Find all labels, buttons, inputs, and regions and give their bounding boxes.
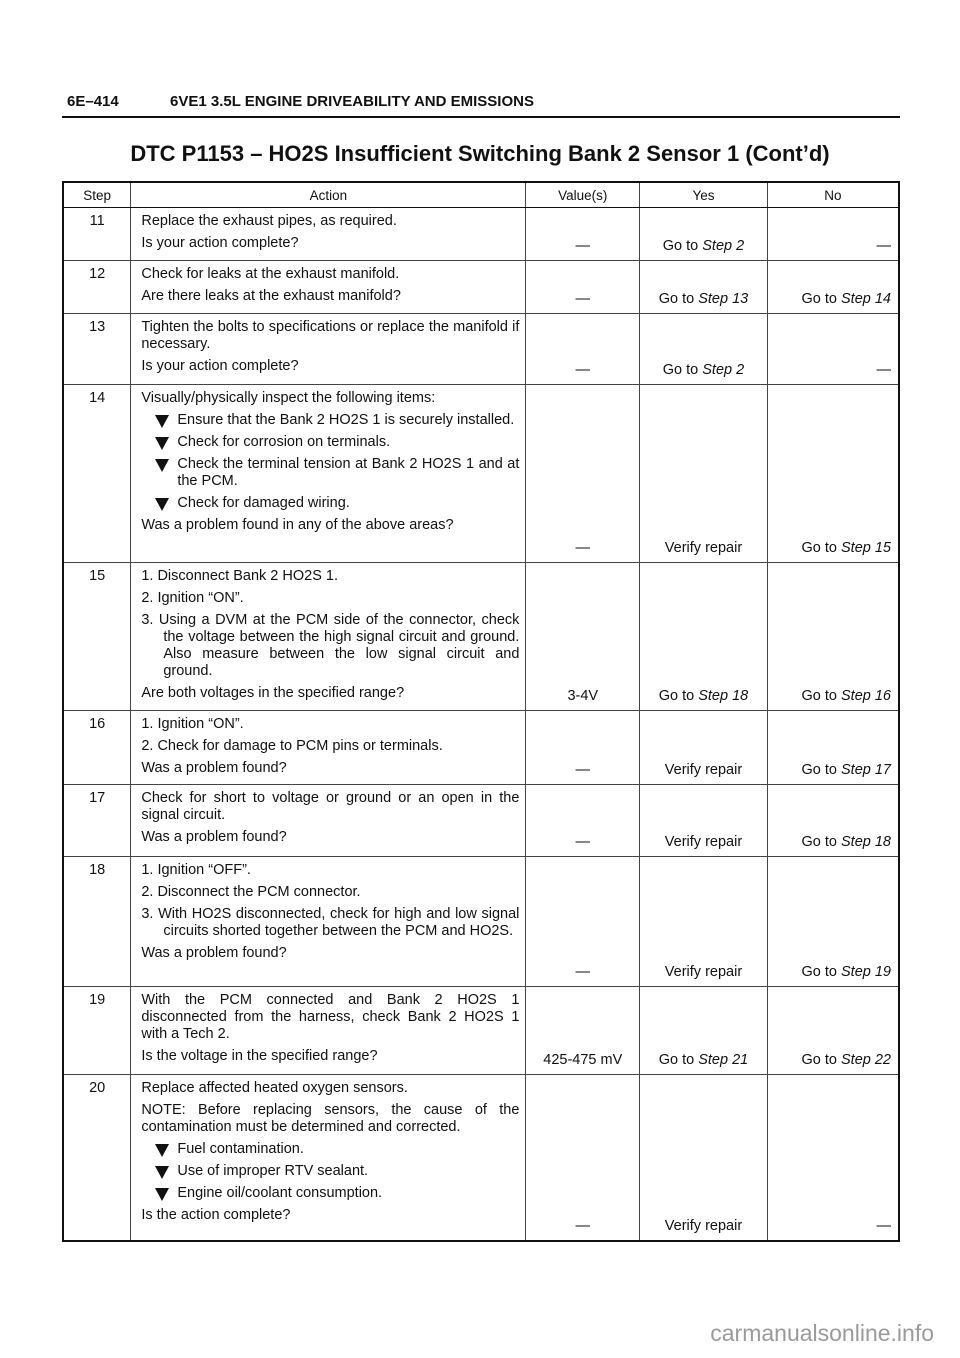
numbered-item: 3. With HO2S disconnected, check for high and low signal circuits shorted together between the PCM and HO2S. (141, 906, 520, 939)
value-cell: — (526, 385, 640, 563)
yes-cell (640, 711, 768, 785)
table-row (63, 785, 899, 857)
diagnostic-table (62, 181, 900, 1242)
bullet-item (141, 412, 519, 429)
yes-cell (640, 1075, 768, 1241)
numbered-item: 2. Ignition “ON”. (141, 590, 244, 606)
action-cell (131, 1075, 526, 1241)
watermark: carmanualsonline.info (710, 1320, 934, 1346)
bullet-text: Ensure that the Bank 2 HO2S 1 is securely installed. (177, 412, 515, 428)
no-text: — (876, 1217, 891, 1234)
bullet-triangle-icon (155, 1166, 169, 1179)
bullet-text: Check for corrosion on terminals. (177, 434, 391, 450)
bullet-text: Check the terminal tension at Bank 2 HO2S 1 and at the PCM. (177, 456, 520, 489)
step-number: 13 (63, 314, 131, 385)
no-cell (767, 857, 899, 987)
action-question: Was a problem found? (141, 760, 287, 776)
bullet-item (141, 434, 519, 451)
step-number: 17 (63, 785, 131, 857)
yes-step-ref: Step 21 (698, 1052, 749, 1068)
step-number: 14 (63, 385, 131, 563)
yes-text: Go to (658, 1052, 699, 1068)
bullet-item (141, 456, 519, 490)
value-cell: — (526, 711, 640, 785)
bullet-text: Check for damaged wiring. (177, 495, 350, 511)
step-number: 18 (63, 857, 131, 987)
no-cell (767, 987, 899, 1075)
action-cell (131, 857, 526, 987)
yes-text: Go to (662, 362, 703, 378)
yes-text: Go to (662, 238, 703, 254)
table-row (63, 385, 899, 563)
action-text: With the PCM connected and Bank 2 HO2S 1 disconnected from the harness, check Bank 2 HO2S 1 with a Tech 2. (141, 992, 520, 1042)
value-cell: — (526, 208, 640, 261)
action-text: Replace the exhaust pipes, as required. (141, 213, 397, 229)
column-header-no: No (767, 182, 899, 208)
step-number: 20 (63, 1075, 131, 1241)
no-step-ref: Step 18 (841, 834, 891, 850)
column-header-yes: Yes (640, 182, 768, 208)
yes-cell (640, 314, 768, 385)
no-step-ref: Step 16 (841, 688, 891, 704)
table-row (63, 314, 899, 385)
value-cell: 425-475 mV (526, 987, 640, 1075)
value-cell: 3-4V (526, 563, 640, 711)
no-step-ref: Step 15 (841, 540, 891, 556)
action-question: Was a problem found in any of the above areas? (141, 517, 454, 533)
action-cell (131, 785, 526, 857)
value-cell: — (526, 857, 640, 987)
numbered-item: 2. Disconnect the PCM connector. (141, 884, 361, 900)
step-number: 15 (63, 563, 131, 711)
action-text: Tighten the bolts to specifications or replace the manifold if necessary. (141, 319, 520, 352)
action-cell (131, 261, 526, 314)
table-row (63, 857, 899, 987)
no-text: Go to (801, 1052, 841, 1068)
table-row (63, 261, 899, 314)
action-question: Are both voltages in the specified range? (141, 685, 405, 701)
yes-cell (640, 385, 768, 563)
yes-cell (640, 261, 768, 314)
action-text: Check for short to voltage or ground or an open in the signal circuit. (141, 790, 520, 823)
action-question: Is the voltage in the specified range? (141, 1048, 378, 1064)
no-text: Go to (801, 688, 841, 704)
yes-cell (640, 785, 768, 857)
no-step-ref: Step 17 (841, 762, 891, 778)
no-text: Go to (801, 762, 841, 778)
bullet-triangle-icon (155, 1188, 169, 1201)
bullet-text: Fuel contamination. (177, 1141, 304, 1157)
bullet-triangle-icon (155, 498, 169, 511)
bullet-item (141, 1163, 519, 1180)
table-row (63, 1075, 899, 1241)
bullet-triangle-icon (155, 415, 169, 428)
no-text: — (876, 238, 891, 254)
yes-text: Verify repair (664, 1217, 743, 1234)
action-text: Visually/physically inspect the following items: (141, 390, 436, 406)
no-cell (767, 711, 899, 785)
bullet-item (141, 1185, 519, 1202)
yes-step-ref: Step 18 (698, 688, 749, 704)
bullet-triangle-icon (155, 437, 169, 450)
table-row (63, 987, 899, 1075)
table-header-row (63, 182, 899, 208)
value-cell: — (526, 314, 640, 385)
step-number: 16 (63, 711, 131, 785)
no-step-ref: Step 22 (841, 1052, 891, 1068)
column-header-action: Action (131, 182, 526, 208)
page-title: DTC P1153 – HO2S Insufficient Switching Bank 2 Sensor 1 (Cont’d) (130, 141, 830, 166)
action-question: Was a problem found? (141, 945, 287, 961)
no-cell (767, 1075, 899, 1241)
value-cell: — (526, 1075, 640, 1241)
action-question: Is your action complete? (141, 358, 299, 374)
no-cell (767, 208, 899, 261)
yes-text: Go to (658, 291, 699, 307)
action-text: NOTE: Before replacing sensors, the cause of the contamination must be determined and corrected. (141, 1102, 520, 1135)
action-question: Was a problem found? (141, 829, 287, 845)
bullet-text: Use of improper RTV sealant. (177, 1163, 369, 1179)
step-number: 19 (63, 987, 131, 1075)
action-question: Is your action complete? (141, 235, 299, 251)
bullet-triangle-icon (155, 1144, 169, 1157)
yes-step-ref: Step 2 (702, 362, 745, 378)
bullet-item (141, 495, 519, 512)
action-cell (131, 385, 526, 563)
action-cell (131, 563, 526, 711)
action-cell (131, 208, 526, 261)
no-text: — (876, 362, 891, 378)
no-text: Go to (801, 834, 841, 850)
section-title: 6VE1 3.5L ENGINE DRIVEABILITY AND EMISSIONS (170, 93, 534, 110)
numbered-item: 1. Ignition “ON”. (141, 716, 244, 732)
yes-step-ref: Step 13 (698, 291, 749, 307)
yes-text: Go to (658, 688, 699, 704)
bullet-text: Engine oil/coolant consumption. (177, 1185, 383, 1201)
table-row (63, 711, 899, 785)
no-cell (767, 314, 899, 385)
no-step-ref: Step 19 (841, 964, 891, 980)
no-text: Go to (801, 291, 841, 307)
table-row (63, 563, 899, 711)
page-number: 6E–414 (67, 93, 119, 110)
numbered-item: 3. Using a DVM at the PCM side of the connector, check the voltage between the high signal circuit and ground. Also measure between the low signal circuit and ground. (141, 612, 520, 679)
action-question: Are there leaks at the exhaust manifold? (141, 288, 401, 304)
no-cell (767, 563, 899, 711)
column-header-step: Step (63, 182, 131, 208)
yes-text: Verify repair (664, 834, 743, 850)
yes-step-ref: Step 2 (702, 238, 745, 254)
action-text: Replace affected heated oxygen sensors. (141, 1080, 408, 1096)
no-text: Go to (801, 964, 841, 980)
step-number: 11 (63, 208, 131, 261)
numbered-item: 2. Check for damage to PCM pins or terminals. (141, 738, 443, 754)
action-cell (131, 987, 526, 1075)
action-question: Is the action complete? (141, 1207, 291, 1223)
yes-text: Verify repair (664, 540, 743, 556)
action-text: Check for leaks at the exhaust manifold. (141, 266, 400, 282)
action-cell (131, 711, 526, 785)
value-cell: — (526, 261, 640, 314)
yes-cell (640, 857, 768, 987)
numbered-item: 1. Ignition “OFF”. (141, 862, 251, 878)
bullet-item (141, 1141, 519, 1158)
value-cell: — (526, 785, 640, 857)
bullet-triangle-icon (155, 459, 169, 472)
action-cell (131, 314, 526, 385)
yes-cell (640, 208, 768, 261)
no-step-ref: Step 14 (841, 291, 891, 307)
page-header (62, 90, 900, 118)
table-row (63, 208, 899, 261)
yes-cell (640, 987, 768, 1075)
no-cell (767, 385, 899, 563)
no-cell (767, 261, 899, 314)
numbered-item: 1. Disconnect Bank 2 HO2S 1. (141, 568, 338, 584)
yes-text: Verify repair (664, 964, 743, 980)
no-cell (767, 785, 899, 857)
column-header-values: Value(s) (526, 182, 640, 208)
yes-cell (640, 563, 768, 711)
table-body (63, 208, 899, 1241)
yes-text: Verify repair (664, 762, 743, 778)
step-number: 12 (63, 261, 131, 314)
no-text: Go to (801, 540, 841, 556)
